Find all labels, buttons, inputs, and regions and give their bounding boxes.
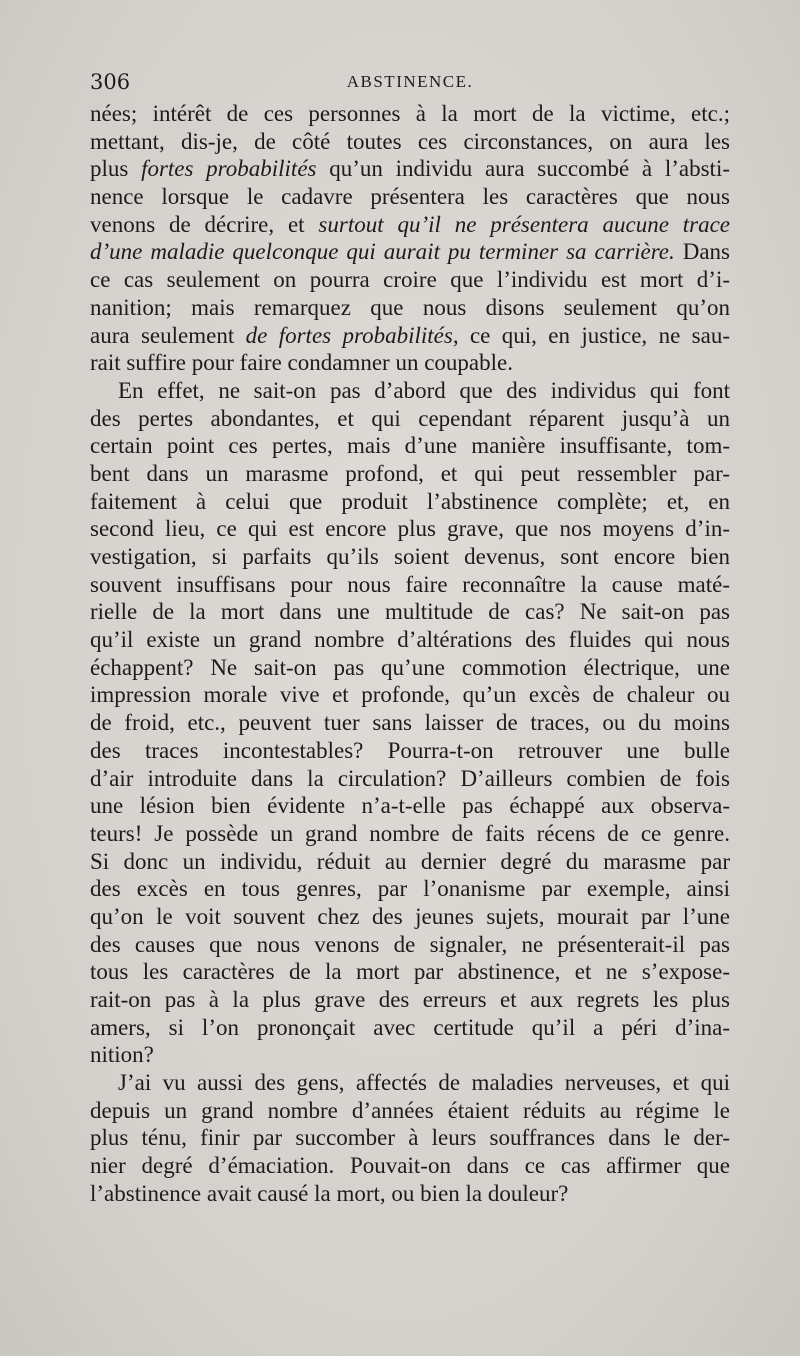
- text-span: Si donc un individu, réduit au dernier degré du marasme par: [90, 848, 730, 874]
- paragraph: [90, 100, 730, 377]
- body-text: [90, 100, 730, 1208]
- text-line: [90, 1124, 730, 1152]
- text-span: J’ai vu aussi des gens, affectés de maladies nerveuses, et qui: [118, 1070, 730, 1096]
- text-line: [90, 294, 730, 322]
- text-span: bent dans un marasme profond, et qui peut ressembler par-: [90, 460, 730, 486]
- text-span: vestigation, si parfaits qu’ils soient devenus, sont encore bien: [90, 544, 730, 569]
- text-line: [90, 100, 730, 128]
- text-span: venons de décrire, et: [90, 211, 319, 237]
- text-line: [90, 322, 730, 350]
- text-line: [90, 377, 730, 405]
- text-span: depuis un grand nombre d’années étaient réduits au régime le: [90, 1097, 730, 1123]
- text-line: [90, 515, 730, 543]
- text-span: plus ténu, finir par succomber à leurs souffrances dans le der-: [90, 1125, 730, 1151]
- text-span: des causes que nous venons de signaler, ne présenterait-il pas: [90, 931, 730, 957]
- text-line: [90, 1014, 730, 1042]
- text-span: ce cas seulement on pourra croire que l’individu est mort d’i-: [90, 267, 730, 293]
- text-span: impression morale vive et profonde, qu’un excès de chaleur ou: [90, 682, 730, 708]
- italic-text: d’une maladie quelconque qui aurait pu terminer sa carrière.: [90, 239, 675, 265]
- text-span: qu’un individu aura succombé à l’absti-: [316, 156, 730, 182]
- text-span: teurs! Je possède un grand nombre de faits récens de ce genre.: [90, 820, 730, 846]
- text-line: [90, 848, 730, 876]
- text-line: [90, 543, 730, 571]
- italic-text: fortes probabilités: [141, 156, 317, 182]
- text-line: [90, 1180, 730, 1208]
- text-line: [90, 155, 730, 183]
- text-span: En effet, ne sait-on pas d’abord que des individus qui font: [118, 377, 730, 403]
- paragraph: [90, 377, 730, 1069]
- text-span: nition?: [90, 1042, 154, 1068]
- text-span: nanition; mais remarquez que nous disons seulement qu’on: [90, 294, 730, 320]
- text-line: [90, 1152, 730, 1180]
- text-line: [90, 875, 730, 903]
- text-span: échappent? Ne sait-on pas qu’une commotion électrique, une: [90, 654, 730, 680]
- italic-text: de fortes probabilités: [245, 322, 453, 348]
- text-line: [90, 654, 730, 682]
- text-line: [90, 1069, 730, 1097]
- text-line: [90, 681, 730, 709]
- text-line: [90, 183, 730, 211]
- text-span: nence lorsque le cadavre présentera les caractères que nous: [90, 184, 730, 210]
- text-line: [90, 460, 730, 488]
- text-span: faitement à celui que produit l’abstinence complète; et, en: [90, 488, 730, 514]
- text-line: [90, 931, 730, 959]
- text-span: amers, si l’on prononçait avec certitude qu’il a péri d’ina-: [90, 1014, 730, 1040]
- text-span: aura seulement: [90, 322, 246, 348]
- text-span: , ce qui, en justice, ne sau-: [452, 322, 730, 348]
- page-number: 306: [90, 70, 131, 94]
- text-span: nier degré d’émaciation. Pouvait-on dans ce cas affirmer que: [90, 1153, 730, 1179]
- text-span: une lésion bien évidente n’a-t-elle pas échappé aux observa-: [90, 793, 730, 819]
- text-line: [90, 266, 730, 294]
- text-line: [90, 488, 730, 516]
- text-span: de froid, etc., peuvent tuer sans laisser de traces, ou du moins: [90, 710, 730, 736]
- text-span: Dans: [674, 239, 730, 265]
- text-span: qu’il existe un grand nombre d’altérations des fluides qui nous: [90, 627, 730, 653]
- text-line: [90, 405, 730, 433]
- page-header: [90, 70, 730, 100]
- text-line: [90, 737, 730, 765]
- text-span: tous les caractères de la mort par abstinence, et ne s’expose-: [90, 959, 730, 985]
- text-span: d’air introduite dans la circulation? D’ailleurs combien de fois: [90, 765, 730, 791]
- text-line: [90, 1041, 730, 1069]
- text-line: [90, 709, 730, 737]
- text-line: [90, 598, 730, 626]
- text-span: certain point ces pertes, mais d’une manière insuffisante, tom-: [90, 433, 730, 459]
- text-line: [90, 571, 730, 599]
- text-span: des excès en tous genres, par l’onanisme par exemple, ainsi: [90, 876, 730, 902]
- text-line: [90, 238, 730, 266]
- text-line: [90, 986, 730, 1014]
- text-span: mettant, dis-je, de côté toutes ces circonstances, on aura les: [90, 128, 730, 154]
- text-span: second lieu, ce qui est encore plus grave, que nos moyens d’in-: [90, 516, 730, 542]
- paragraph: [90, 1069, 730, 1207]
- text-span: l’abstinence avait causé la mort, ou bien la douleur?: [90, 1180, 569, 1206]
- text-span: souvent insuffisans pour nous faire reconnaître la cause maté-: [90, 571, 730, 597]
- text-line: [90, 765, 730, 793]
- text-span: plus: [90, 156, 142, 182]
- text-span: des pertes abondantes, et qui cependant réparent jusqu’à un: [90, 405, 730, 431]
- text-span: nées; intérêt de ces personnes à la mort de la victime, etc.;: [90, 101, 730, 126]
- italic-text: surtout qu’il ne présentera aucune trace: [318, 211, 730, 237]
- running-title: ABSTINENCE.: [346, 72, 474, 91]
- text-line: [90, 820, 730, 848]
- text-span: des traces incontestables? Pourra-t-on retrouver une bulle: [90, 737, 730, 763]
- text-line: [90, 626, 730, 654]
- text-span: rait-on pas à la plus grave des erreurs et aux regrets les plus: [90, 987, 730, 1012]
- text-span: rielle de la mort dans une multitude de cas? Ne sait-on pas: [90, 599, 730, 625]
- text-span: qu’on le voit souvent chez des jeunes sujets, mourait par l’une: [90, 903, 730, 929]
- text-line: [90, 903, 730, 931]
- text-line: [90, 1097, 730, 1125]
- text-line: [90, 349, 730, 377]
- text-line: [90, 958, 730, 986]
- text-line: [90, 211, 730, 239]
- text-line: [90, 792, 730, 820]
- text-span: rait suffire pour faire condamner un coupable.: [90, 350, 513, 376]
- text-line: [90, 128, 730, 156]
- text-line: [90, 432, 730, 460]
